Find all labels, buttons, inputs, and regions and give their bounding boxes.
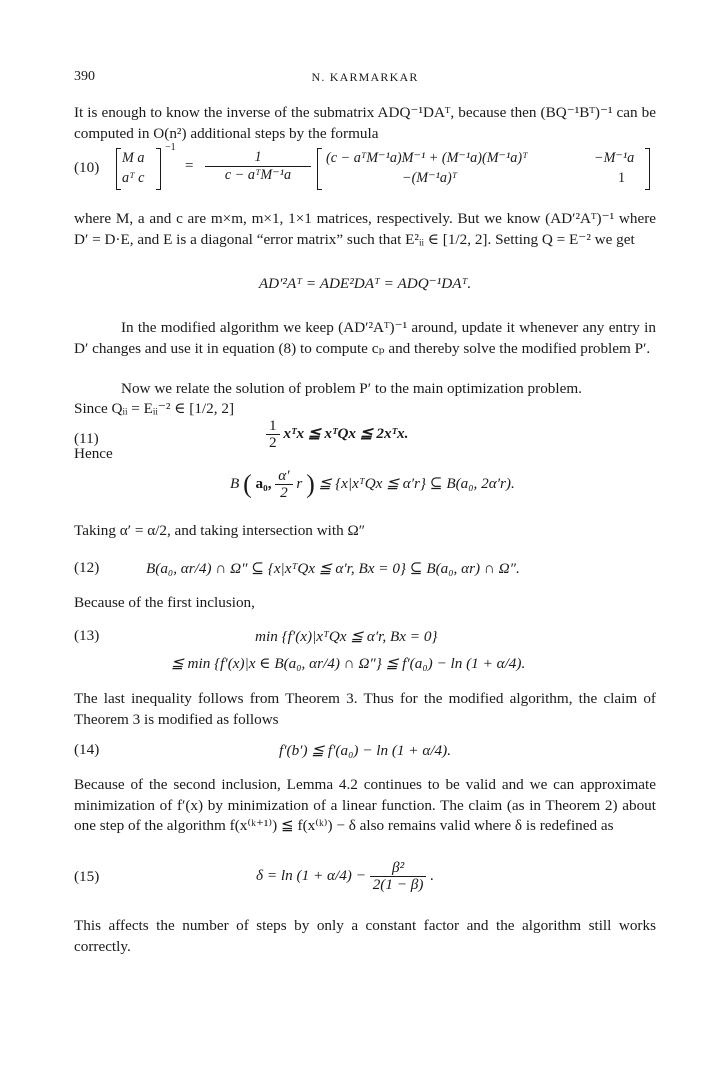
paragraph-since: Since Qᵢᵢ = Eᵢᵢ⁻² ∈ [1/2, 2] (74, 400, 234, 417)
ball-symbol: B (230, 474, 240, 492)
hence-label: Hence (74, 445, 113, 462)
left-bracket (317, 148, 322, 190)
paragraph-first-inclusion: Because of the first inclusion, (74, 594, 255, 611)
equation-line: min {f′(x)|xᵀQx ≦ α′r, Bx = 0} (255, 628, 438, 645)
fraction-beta (370, 860, 427, 893)
document-page (74, 0, 656, 1077)
equation-label: (11) (74, 430, 99, 447)
paragraph-intro: It is enough to know the inverse of the submatrix ADQ⁻¹DAᵀ, because then (BQ⁻¹Bᵀ)⁻¹ can be computed in O(n²) additional steps by the formula (74, 104, 656, 142)
matrix-cell: −M⁻¹a (594, 150, 635, 166)
equation-body: xᵀx ≦ xᵀQx ≦ 2xᵀx. (283, 424, 409, 442)
paren-close: ) (306, 469, 315, 499)
right-bracket (645, 148, 650, 190)
equation-label: (13) (74, 627, 100, 644)
equation-label: (15) (74, 868, 100, 885)
page-number: 390 (74, 69, 95, 84)
equation-13-continued (74, 654, 656, 686)
equation-tail: . (430, 866, 435, 884)
fraction-numerator: 1 (205, 149, 311, 167)
equation-14 (74, 741, 656, 773)
equation-line: ≦ min {f′(x)|x ∈ B(a₀, αr/4) ∩ Ω″} ≦ f′(a₀) − ln (1 + α/4). (171, 655, 526, 672)
equation-10 (74, 142, 656, 194)
matrix-row: M a (122, 150, 145, 166)
equation-15 (74, 860, 656, 900)
ball-center: a₀, (255, 474, 272, 492)
fraction-denominator: 2 (269, 433, 277, 451)
paragraph-where: where M, a and c are m×m, m×1, 1×1 matrices, respectively. But we know (AD′²Aᵀ)⁻¹ where D′ = D·E, and E is a diagonal “error matrix” such that E²ᵢᵢ ∈ [1/2, 2]. Setting Q = E⁻² we get (74, 210, 656, 248)
paren-open: ( (243, 469, 252, 499)
inverse-exponent: −1 (165, 142, 176, 153)
radius-symbol: r (296, 474, 303, 492)
equation-label: (10) (74, 159, 100, 176)
equation-body: f′(b′) ≦ f′(a₀) − ln (1 + α/4). (278, 742, 451, 759)
equation-body: ≦ {x|xᵀQx ≦ α′r} ⊆ B(a₀, 2α′r). (318, 474, 515, 492)
equation-ball-inclusion (74, 466, 656, 516)
matrix-cell: (c − aᵀM⁻¹a)M⁻¹ + (M⁻¹a)(M⁻¹a)ᵀ (326, 150, 528, 166)
scalar-fraction (205, 149, 311, 184)
left-bracket (116, 148, 121, 190)
paragraph-second-inclusion: Because of the second inclusion, Lemma 4.2 continues to be valid and we can approximate minimization of f′(x) by minimization of a linear function. The claim (as in Theorem 2) about one step of the algorithm f(x⁽ᵏ⁺¹⁾) ≦ f(x⁽ᵏ⁾) − δ also remains valid where δ is redefined as (74, 776, 656, 834)
paragraph-conclusion: This affects the number of steps by only a constant factor and the algorithm still works correctly. (74, 917, 656, 955)
fraction-alpha-half (275, 468, 292, 501)
equation-12 (74, 559, 656, 591)
paragraph-last-inequality: The last inequality follows from Theorem 3. Thus for the modified algorithm, the claim of Theorem 3 is modified as follows (74, 690, 656, 728)
equation-lhs: δ = ln (1 + α/4) − (256, 866, 366, 884)
right-bracket (156, 148, 161, 190)
matrix-cell: 1 (618, 170, 626, 186)
fraction-numerator: β² (370, 860, 427, 877)
matrix-cell: −(M⁻¹a)ᵀ (402, 170, 458, 186)
fraction-denominator: c − aᵀM⁻¹a (224, 167, 292, 183)
paragraph-relate: Now we relate the solution of problem P′ to the main optimization problem. (121, 380, 582, 397)
matrix-row: aᵀ c (122, 170, 145, 186)
paragraph-modified-algorithm: In the modified algorithm we keep (AD′²Aᵀ)⁻¹ around, update it whenever any entry in D′ changes and use it in equation (8) to compute cₚ and thereby solve the modified problem P′. (74, 319, 656, 357)
equation-body: B(a₀, αr/4) ∩ Ω″ ⊆ {x|xᵀQx ≦ α′r, Bx = 0} ⊆ B(a₀, αr) ∩ Ω″. (146, 560, 520, 577)
fraction-numerator: α′ (275, 468, 292, 485)
equation-label: (12) (74, 559, 100, 576)
equation-body: AD′²Aᵀ = ADE²DAᵀ = ADQ⁻¹DAᵀ. (258, 275, 472, 292)
paragraph-taking: Taking α′ = α/2, and taking intersection with Ω″ (74, 522, 366, 539)
fraction-denominator: 2(1 − β) (372, 875, 424, 893)
equals-sign: = (185, 158, 194, 174)
fraction-denominator: 2 (280, 483, 288, 501)
equation-label: (14) (74, 741, 100, 758)
equation-unlabeled (74, 274, 656, 306)
running-head: N. KARMARKAR (311, 70, 419, 84)
fraction-numerator: 1 (266, 418, 280, 435)
